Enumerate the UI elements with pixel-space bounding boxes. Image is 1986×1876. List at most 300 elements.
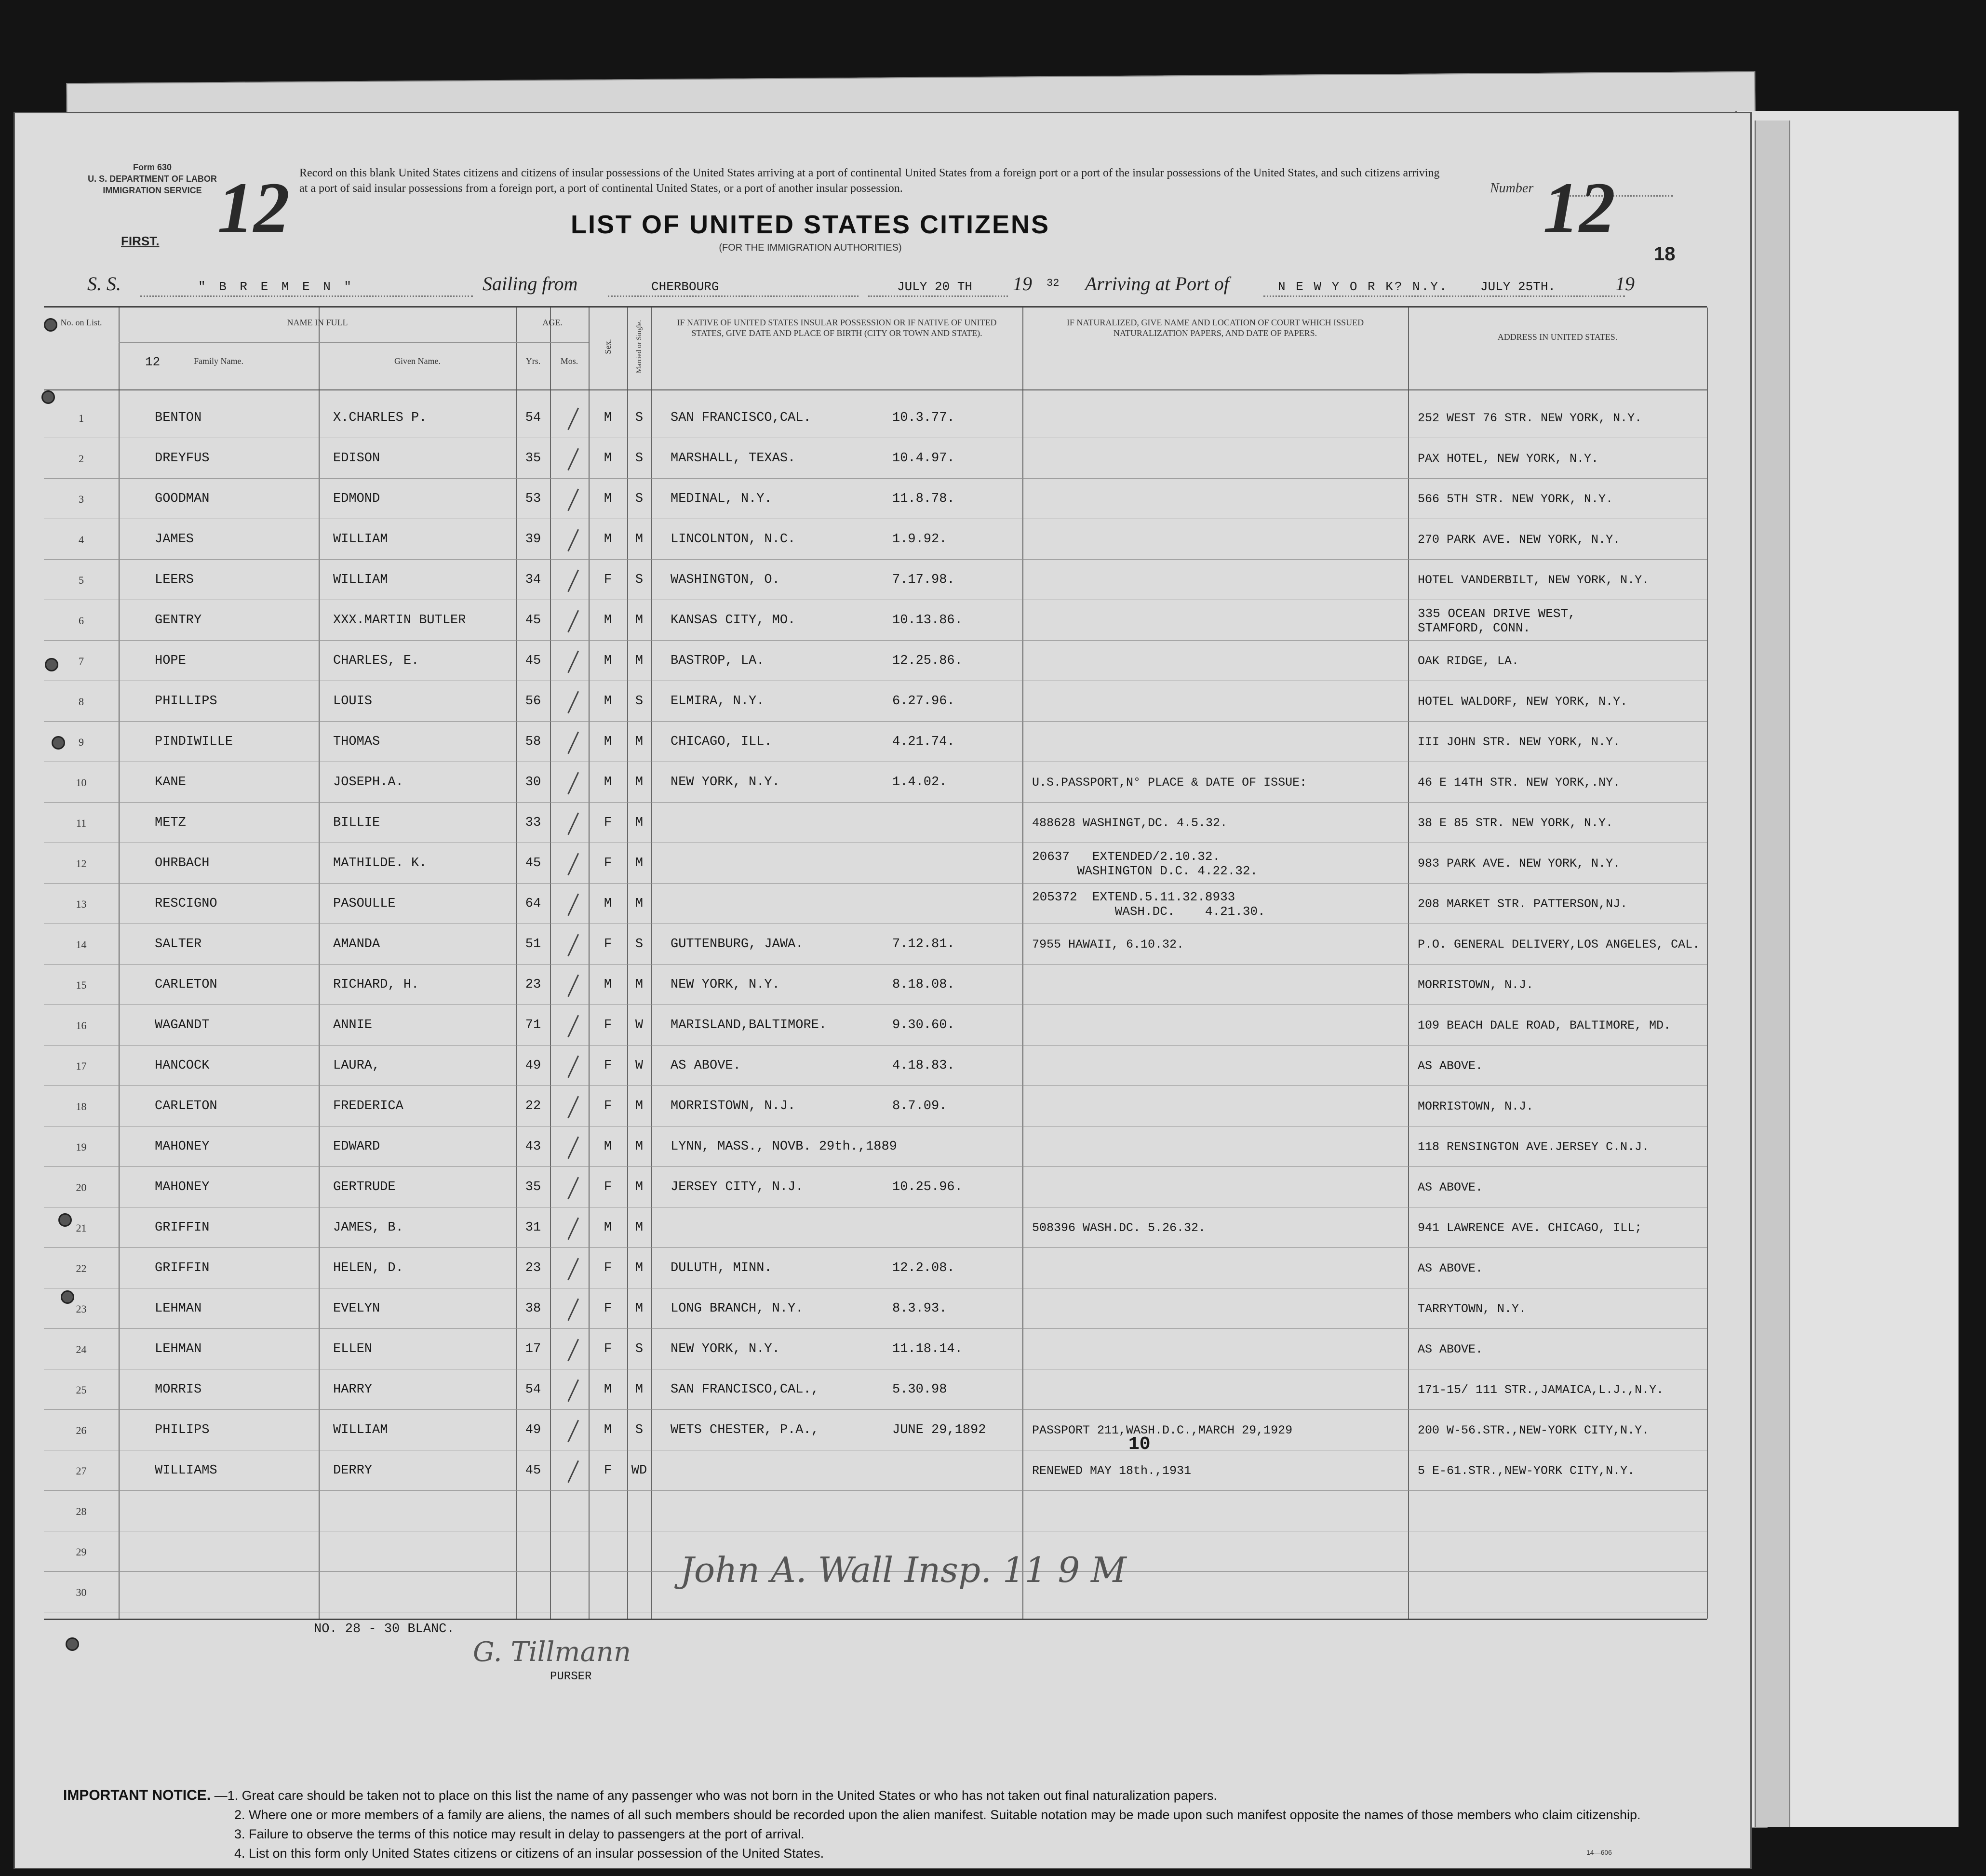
col-divider — [1707, 308, 1708, 1619]
notice-item-3: 3. Failure to observe the terms of this notice may result in delay to passengers at the port of arrival. — [234, 1827, 805, 1841]
cell-addr: AS ABOVE. — [1418, 1261, 1483, 1275]
number-label: Number — [1490, 181, 1534, 196]
cell-addr — [1418, 1492, 1707, 1530]
cell-no: 8 — [79, 696, 84, 708]
row-rule — [44, 559, 1707, 560]
cell-place: ELMIRA, N.Y. — [671, 694, 765, 709]
notice-item-1: —1. Great care should be taken not to place on this list the name of any passenger who was not born in the United States or who has not taken out final naturalization papers. — [214, 1788, 1217, 1803]
checkmark-icon — [555, 442, 579, 470]
cell-date: 9.30.60. — [892, 1018, 955, 1032]
table-row — [44, 642, 1707, 680]
cell-age — [516, 1492, 550, 1530]
cell-given — [333, 1573, 516, 1611]
cell-date: 1.9.92. — [892, 532, 947, 547]
cell-no: 14 — [76, 938, 87, 951]
checkmark-icon — [555, 807, 579, 835]
name-header-divider — [119, 342, 516, 343]
checkmark-icon — [555, 1374, 579, 1402]
cell-family: PINDIWILLE — [155, 735, 233, 749]
table-row — [44, 1330, 1707, 1368]
cell-no: 18 — [76, 1100, 87, 1112]
cell-no: 17 — [76, 1060, 87, 1072]
cell-date: 10.25.96. — [892, 1180, 963, 1194]
row-rule — [44, 1328, 1707, 1329]
cell-date: 8.3.93. — [892, 1301, 947, 1316]
cell-addr: AS ABOVE. — [1418, 1342, 1483, 1356]
cell-no: 6 — [79, 615, 84, 627]
header-name-in-full: NAME IN FULL — [287, 318, 348, 327]
header-no: No. on List. — [60, 318, 102, 327]
cell-no: 11 — [76, 817, 87, 829]
cell-nat — [1032, 1047, 1408, 1085]
cell-addr: TARRYTOWN, N.Y. — [1418, 1302, 1527, 1316]
cell-date — [892, 844, 1022, 883]
cell-ms: M — [635, 613, 644, 628]
checkmark-icon — [555, 564, 579, 592]
checkmark-icon — [555, 1252, 579, 1280]
cell-ms: M — [635, 897, 644, 911]
cell-date — [892, 1128, 1022, 1166]
cell-no: 7 — [79, 655, 84, 667]
marginal-mark: 10 — [1128, 1434, 1151, 1455]
cell-place — [671, 1209, 907, 1247]
cell-date: JUNE 29,1892 — [892, 1423, 986, 1437]
table-row — [44, 804, 1707, 842]
cell-place — [671, 1452, 907, 1490]
cell-no: 13 — [76, 898, 87, 910]
cell-date: 10.13.86. — [892, 613, 963, 628]
cell-given: BILLIE — [333, 816, 380, 830]
passenger-table — [44, 306, 1707, 1620]
cell-given: LAURA, — [333, 1059, 380, 1073]
cell-nat — [1032, 1371, 1408, 1409]
cell-sex — [589, 1573, 627, 1611]
checkmark-icon — [555, 645, 579, 673]
cell-age: 49 — [525, 1059, 541, 1073]
cell-family: BENTON — [155, 411, 202, 425]
cell-family: METZ — [155, 816, 186, 830]
cell-addr: 118 RENSINGTON AVE.JERSEY C.N.J. — [1418, 1140, 1650, 1154]
cell-given: CHARLES, E. — [333, 654, 419, 668]
header-married: Married or Single. — [635, 320, 643, 374]
cell-family — [155, 1533, 319, 1571]
cell-nat — [1032, 1249, 1408, 1287]
cell-date: 8.7.09. — [892, 1099, 947, 1113]
checkmark-icon — [555, 1090, 579, 1118]
cell-family: OHRBACH — [155, 856, 210, 871]
cell-given: X.CHARLES P. — [333, 411, 427, 425]
cell-age: 71 — [525, 1018, 541, 1032]
cell-given: LOUIS — [333, 694, 373, 709]
cell-given: RICHARD, H. — [333, 978, 419, 992]
cell-family: HANCOCK — [155, 1059, 210, 1073]
year-suffix: 32 — [1047, 277, 1060, 289]
checkmark-icon — [555, 402, 579, 430]
row-rule — [44, 1085, 1707, 1086]
binder-hole — [52, 736, 65, 750]
cell-sex: F — [604, 816, 612, 830]
cell-age: 22 — [525, 1099, 541, 1113]
cell-place: SAN FRANCISCO,CAL., — [671, 1382, 819, 1397]
important-notice — [63, 1786, 1702, 1863]
table-row — [44, 683, 1707, 721]
cell-ms: S — [635, 573, 644, 587]
cell-addr: 5 E-61.STR.,NEW-YORK CITY,N.Y. — [1418, 1464, 1635, 1478]
cell-given: GERTRUDE — [333, 1180, 396, 1194]
cell-family: HOPE — [155, 654, 186, 668]
cell-date: 4.18.83. — [892, 1059, 955, 1073]
form-identifier — [70, 161, 234, 196]
cell-ms: M — [635, 654, 644, 668]
cell-no: 20 — [76, 1181, 87, 1193]
cell-addr: 46 E 14TH STR. NEW YORK,.NY. — [1418, 776, 1621, 790]
cell-family: LEHMAN — [155, 1301, 202, 1316]
cell-family: GENTRY — [155, 613, 202, 628]
table-row — [44, 1209, 1707, 1247]
cell-addr: 200 W-56.STR.,NEW-YORK CITY,N.Y. — [1418, 1423, 1650, 1437]
cell-addr: AS ABOVE. — [1418, 1180, 1483, 1194]
table-row — [44, 723, 1707, 761]
cell-ms: M — [635, 816, 644, 830]
cell-sex: M — [604, 492, 612, 506]
table-row — [44, 844, 1707, 883]
table-row — [44, 1168, 1707, 1206]
cell-no: 21 — [76, 1222, 87, 1234]
cell-ms: S — [635, 411, 644, 425]
table-row — [44, 764, 1707, 802]
cell-addr: 566 5TH STR. NEW YORK, N.Y. — [1418, 492, 1613, 506]
cell-date: 10.3.77. — [892, 411, 955, 425]
cell-no: 5 — [79, 574, 84, 586]
header-birth: IF NATIVE OF UNITED STATES INSULAR POSSESSION OR IF NATIVE OF UNITED STATES, GIVE DATE AND PLACE OF BIRTH (CITY OR TOWN AND STATE). — [677, 318, 997, 338]
table-row — [44, 480, 1707, 518]
cell-age — [516, 1533, 550, 1571]
cell-date — [892, 1452, 1022, 1490]
cell-family: WILLIAMS — [155, 1463, 217, 1478]
cell-age: 45 — [525, 856, 541, 871]
cell-nat — [1032, 966, 1408, 1004]
cell-family: WAGANDT — [155, 1018, 210, 1032]
header-address: ADDRESS IN UNITED STATES. — [1497, 332, 1618, 342]
table-row — [44, 440, 1707, 478]
cell-no: 24 — [76, 1343, 87, 1355]
cell-nat — [1032, 642, 1408, 680]
cell-no: 16 — [76, 1019, 87, 1032]
cell-no: 2 — [79, 453, 84, 465]
checkmark-icon — [555, 1131, 579, 1159]
table-row — [44, 1128, 1707, 1166]
cell-ms: M — [635, 775, 644, 790]
cell-age: 53 — [525, 492, 541, 506]
cell-addr: PAX HOTEL, NEW YORK, N.Y. — [1418, 452, 1599, 466]
cell-given: THOMAS — [333, 735, 380, 749]
cell-no: 1 — [79, 412, 84, 424]
notice-item-2: 2. Where one or more members of a family are aliens, the names of all such members should be recorded upon the alien manifest. Suitable notation may be made upon such manifest opposite the names of those members who claim citizenship. — [234, 1808, 1641, 1822]
checkmark-icon — [555, 604, 579, 632]
checkmark-icon — [555, 928, 579, 956]
cell-date — [892, 1492, 1022, 1530]
table-row — [44, 602, 1707, 640]
ship-name: " B R E M E N " — [198, 280, 355, 294]
cell-age: 33 — [525, 816, 541, 830]
cell-ms: M — [635, 1139, 644, 1154]
cell-ms: WD — [631, 1463, 647, 1478]
cell-addr: III JOHN STR. NEW YORK, N.Y. — [1418, 735, 1621, 749]
cell-date: 5.30.98 — [892, 1382, 947, 1397]
cell-place: LINCOLNTON, N.C. — [671, 532, 796, 547]
row-rule — [44, 640, 1707, 641]
checkmark-icon — [555, 969, 579, 997]
date-from: JULY 20 TH — [897, 280, 973, 294]
cell-date: 12.25.86. — [892, 654, 963, 668]
cell-family: MAHONEY — [155, 1139, 210, 1154]
cell-sex: F — [604, 573, 612, 587]
cell-place — [671, 844, 907, 883]
blank-rows-note: NO. 28 - 30 BLANC. — [314, 1622, 455, 1636]
cell-age: 54 — [525, 1382, 541, 1397]
cell-age: 64 — [525, 897, 541, 911]
cell-ms: S — [635, 451, 644, 466]
cell-place: MARISLAND,BALTIMORE. — [671, 1018, 827, 1032]
cell-given: PASOULLE — [333, 897, 396, 911]
cell-sex: M — [604, 694, 612, 709]
cell-given: HELEN, D. — [333, 1261, 403, 1275]
cell-age: 38 — [525, 1301, 541, 1316]
cell-nat — [1032, 1087, 1408, 1126]
cell-given: EDISON — [333, 451, 380, 466]
cell-date: 12.2.08. — [892, 1261, 955, 1275]
cell-family: DREYFUS — [155, 451, 210, 466]
checkmark-icon — [555, 685, 579, 713]
cell-addr: MORRISTOWN, N.J. — [1418, 978, 1534, 992]
cell-sex: M — [604, 897, 612, 911]
row-rule — [44, 964, 1707, 965]
checkmark-icon — [555, 523, 579, 551]
cell-ms: M — [635, 1220, 644, 1235]
cell-age: 56 — [525, 694, 541, 709]
cell-ms — [627, 1533, 651, 1571]
cell-given: HARRY — [333, 1382, 373, 1397]
cell-place: CHICAGO, ILL. — [671, 735, 772, 749]
table-row — [44, 925, 1707, 964]
binder-hole — [41, 390, 55, 404]
cell-given: MATHILDE. K. — [333, 856, 427, 871]
cell-date: 8.18.08. — [892, 978, 955, 992]
page-fold-edge — [1755, 121, 1790, 1827]
cell-nat — [1032, 1006, 1408, 1045]
cell-ms: W — [635, 1059, 644, 1073]
cell-nat — [1032, 480, 1408, 518]
table-row — [44, 1371, 1707, 1409]
purser-signature: G. Tillmann — [473, 1636, 631, 1668]
cell-addr: AS ABOVE. — [1418, 1059, 1483, 1073]
cell-nat — [1032, 1128, 1408, 1166]
cell-place: NEW YORK, N.Y. — [671, 1342, 780, 1356]
cell-date: 7.12.81. — [892, 937, 955, 951]
cell-nat: 508396 WASH.DC. 5.26.32. — [1032, 1221, 1206, 1235]
checkmark-icon — [555, 1171, 579, 1199]
cell-ms: M — [635, 1180, 644, 1194]
date-from-dotted-line — [868, 295, 1008, 297]
handwritten-number: 12 — [1543, 168, 1615, 248]
cell-ms: S — [635, 694, 644, 709]
cell-no: 12 — [76, 858, 87, 870]
cell-sex: M — [604, 735, 612, 749]
cell-place: MORRISTOWN, N.J. — [671, 1099, 796, 1113]
checkmark-icon — [555, 1212, 579, 1240]
cell-place: LONG BRANCH, N.Y. — [671, 1301, 804, 1316]
cell-age: 35 — [525, 1180, 541, 1194]
cell-ms: S — [635, 492, 644, 506]
cell-nat: 20637 EXTENDED/2.10.32. WASHINGTON D.C. 4.22.32. — [1032, 849, 1258, 878]
table-row — [44, 1006, 1707, 1045]
cell-place: AS ABOVE. — [671, 1059, 741, 1073]
cell-ms: S — [635, 937, 644, 951]
cell-sex: M — [604, 1139, 612, 1154]
cell-nat: 488628 WASHINGT,DC. 4.5.32. — [1032, 816, 1228, 830]
first-class-label: FIRST. — [121, 234, 160, 248]
cell-age: 30 — [525, 775, 541, 790]
cell-place: WETS CHESTER, P.A., — [671, 1423, 819, 1437]
cell-addr: OAK RIDGE, LA. — [1418, 654, 1519, 668]
cell-given: AMANDA — [333, 937, 380, 951]
inspector-signature: John A. Wall Insp. 11 9 M — [680, 1550, 1127, 1590]
cell-no: 4 — [79, 534, 84, 546]
cell-sex: M — [604, 613, 612, 628]
header-age: AGE. — [542, 318, 563, 327]
cell-no: 30 — [76, 1586, 87, 1598]
cell-age: 54 — [525, 411, 541, 425]
cell-date: 10.4.97. — [892, 451, 955, 466]
cell-nat — [1032, 683, 1408, 721]
cell-nat: RENEWED MAY 18th.,1931 — [1032, 1464, 1192, 1478]
cell-age: 51 — [525, 937, 541, 951]
cell-place — [671, 1492, 907, 1530]
cell-ms: S — [635, 1423, 644, 1437]
checkmark-icon — [555, 888, 579, 916]
cell-family: GRIFFIN — [155, 1220, 210, 1235]
cell-ms — [627, 1573, 651, 1611]
cell-sex: F — [604, 1463, 612, 1478]
cell-place: SAN FRANCISCO,CAL. — [671, 411, 811, 425]
cell-age — [516, 1573, 550, 1611]
cell-given: WILLIAM — [333, 532, 388, 547]
cell-given: DERRY — [333, 1463, 373, 1478]
table-row — [44, 399, 1707, 437]
cell-sex: F — [604, 856, 612, 871]
cell-ms: M — [635, 532, 644, 547]
cell-sex: F — [604, 1261, 612, 1275]
cell-nat — [1032, 1492, 1408, 1530]
date-to: JULY 25TH. — [1480, 280, 1556, 294]
table-row — [44, 1411, 1707, 1449]
header-sex: Sex. — [603, 339, 613, 354]
record-instructions: Record on this blank United States citizens and citizens of insular possessions of the United States arriving at a port of continental United States from a foreign port or a port of the insular possessions of the United States, and such citizens arriving at a port of said insular possessions from a foreign port, a port of continental United States, or a port of another insular possession. — [299, 167, 1440, 195]
age-header-divider — [516, 342, 589, 343]
cell-age: 35 — [525, 451, 541, 466]
cell-age: 45 — [525, 654, 541, 668]
cell-addr: 171-15/ 111 STR.,JAMAICA,L.J.,N.Y. — [1418, 1383, 1664, 1397]
cell-family: CARLETON — [155, 1099, 217, 1113]
port-to-dotted-line — [1263, 295, 1625, 297]
cell-no: 10 — [76, 777, 87, 789]
purser-label: PURSER — [550, 1670, 592, 1683]
cell-given: WILLIAM — [333, 1423, 388, 1437]
checkmark-icon — [555, 1050, 579, 1078]
row-rule — [44, 478, 1707, 479]
row-rule — [44, 1166, 1707, 1167]
cell-addr: 208 MARKET STR. PATTERSON,NJ. — [1418, 897, 1628, 911]
cell-nat: U.S.PASSPORT,N° PLACE & DATE OF ISSUE: — [1032, 776, 1307, 790]
cell-addr: 270 PARK AVE. NEW YORK, N.Y. — [1418, 533, 1621, 547]
checkmark-icon — [555, 766, 579, 794]
cell-place: MARSHALL, TEXAS. — [671, 451, 796, 466]
cell-date: 7.17.98. — [892, 573, 955, 587]
cell-place: DULUTH, MINN. — [671, 1261, 772, 1275]
cell-age: 34 — [525, 573, 541, 587]
cell-date: 11.18.14. — [892, 1342, 963, 1356]
cell-family: LEERS — [155, 573, 194, 587]
arriving-label: Arriving at Port of — [1085, 273, 1229, 295]
cell-family: SALTER — [155, 937, 202, 951]
cell-sex — [589, 1533, 627, 1571]
cell-sex: F — [604, 1180, 612, 1194]
cell-sex: M — [604, 1220, 612, 1235]
cell-nat — [1032, 602, 1408, 640]
cell-sex: F — [604, 937, 612, 951]
cell-addr — [1418, 1573, 1707, 1611]
port-from: CHERBOURG — [651, 280, 719, 294]
page-subtitle: (FOR THE IMMIGRATION AUTHORITIES) — [719, 242, 902, 253]
sheet-number: 18 — [1654, 243, 1676, 265]
cell-date — [892, 804, 1022, 842]
table-row — [44, 521, 1707, 559]
cell-place — [671, 885, 907, 923]
port-from-dotted-line — [608, 295, 859, 297]
cell-age: 45 — [525, 613, 541, 628]
cell-place: JERSEY CITY, N.J. — [671, 1180, 804, 1194]
cell-no: 27 — [76, 1465, 87, 1477]
cell-given: JOSEPH.A. — [333, 775, 403, 790]
cell-age: 31 — [525, 1220, 541, 1235]
cell-family: LEHMAN — [155, 1342, 202, 1356]
cell-place: WASHINGTON, O. — [671, 573, 780, 587]
cell-place: NEW YORK, N.Y. — [671, 978, 780, 992]
sailing-from-label: Sailing from — [483, 273, 578, 295]
binder-hole — [45, 658, 58, 671]
cell-given: FREDERICA — [333, 1099, 403, 1113]
form-service: IMMIGRATION SERVICE — [103, 186, 202, 195]
cell-family: PHILIPS — [155, 1423, 210, 1437]
cell-nat — [1032, 1168, 1408, 1206]
cell-no: 26 — [76, 1424, 87, 1436]
form-dept: U. S. DEPARTMENT OF LABOR — [88, 174, 217, 184]
cell-nat — [1032, 723, 1408, 761]
cell-date — [892, 1209, 1022, 1247]
form-number: Form 630 — [133, 162, 172, 172]
checkmark-icon — [555, 1009, 579, 1037]
table-row — [44, 1087, 1707, 1126]
cell-family — [155, 1492, 319, 1530]
cell-nat — [1032, 1330, 1408, 1368]
cell-sex: M — [604, 978, 612, 992]
cell-family — [155, 1573, 319, 1611]
cell-ms: M — [635, 1382, 644, 1397]
header-naturalized: IF NATURALIZED, GIVE NAME AND LOCATION OF COURT WHICH ISSUED NATURALIZATION PAPERS, AND DATE OF PAPERS. — [1066, 318, 1364, 338]
cell-no: 22 — [76, 1262, 87, 1274]
table-row — [44, 885, 1707, 923]
cell-place — [671, 804, 907, 842]
